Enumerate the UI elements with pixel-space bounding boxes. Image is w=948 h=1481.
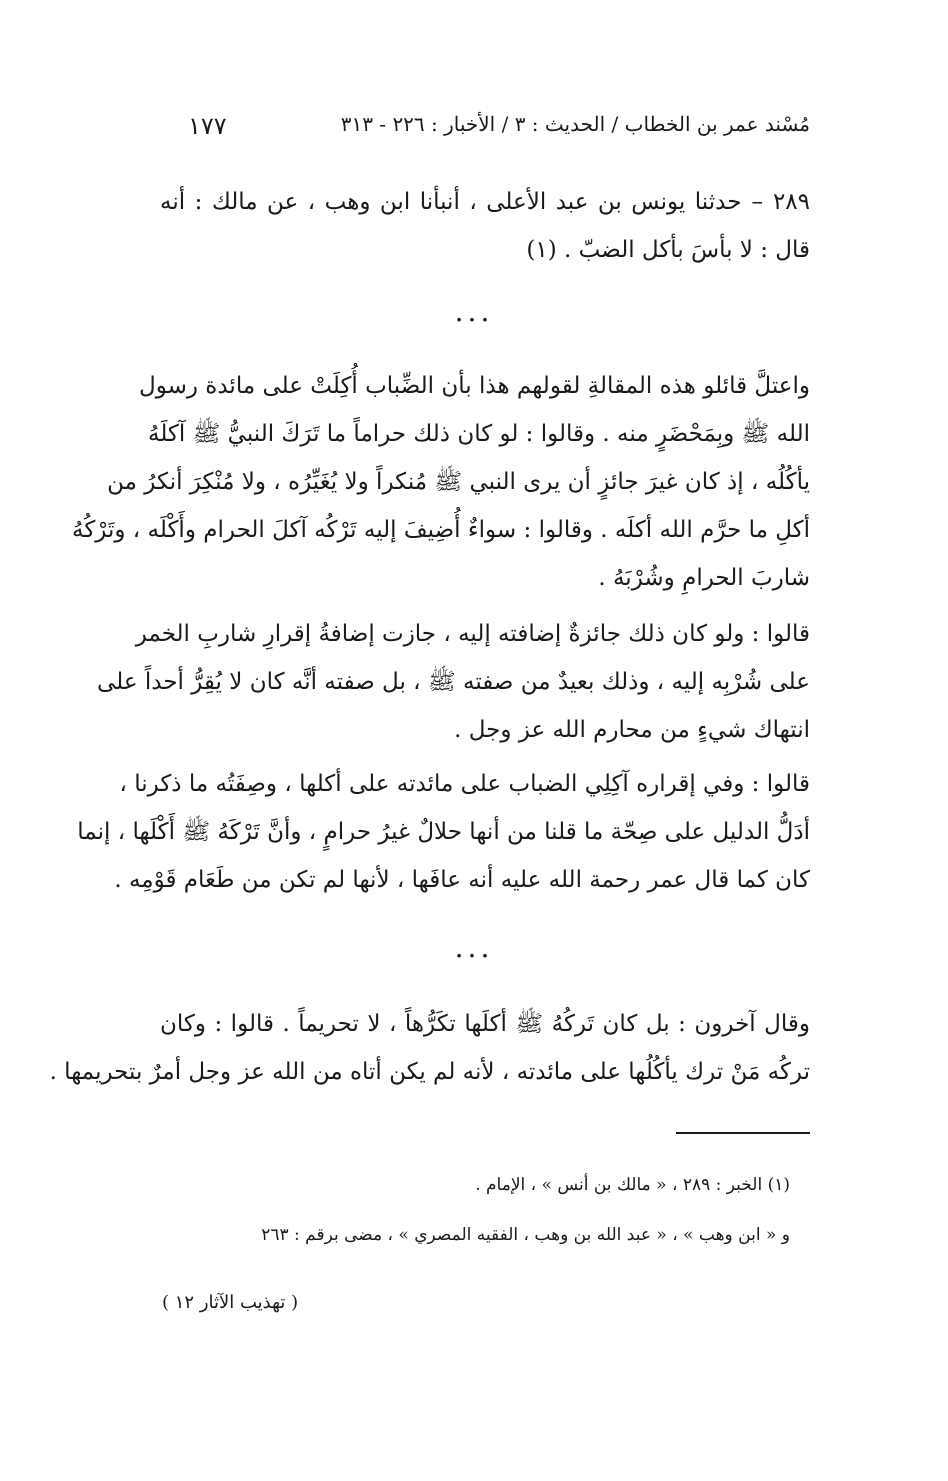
paragraph — [77, 760, 810, 904]
footnote-line: (١) الخبر : ٢٨٩ ، « مالك بن أنس » ، الإمام . — [475, 1175, 790, 1195]
paragraph-line: أدَلُّ الدليل على صِحّة ما قلنا من أنها حلالٌ غيرُ حرامٍ ، وأنَّ تَرْكَهُ ﷺ أَكْلَها ، إنما — [77, 819, 810, 845]
hadith-text-line-2: قال : لا بأسَ بأكل الضبّ . (١) — [526, 237, 810, 263]
page-header — [160, 112, 810, 148]
paragraph — [72, 362, 810, 602]
paragraph-line: شاربَ الحرامِ وشُرْبَهُ . — [598, 565, 810, 591]
running-title: مُسْند عمر بن الخطاب / الحديث : ٣ / الأخبار : ٢٢٦ - ٣١٣ — [340, 112, 810, 136]
paragraph — [97, 610, 810, 754]
section-separator: ... — [454, 931, 494, 964]
paragraph-line: يأكُلُه ، إذ كان غيرَ جائزٍ أن يرى النبي ﷺ مُنكراً ولا يُغَيِّرُه ، ولا مُنْكِرَ أنكرُ من — [107, 469, 810, 495]
hadith-block — [160, 178, 810, 274]
footnotes — [160, 1160, 790, 1260]
paragraph-line: وقال آخرون : بل كان تَركُهُ ﷺ أكلَها تكَرُّهاً ، لا تحريماً . قالوا : وكان — [160, 1011, 810, 1037]
paragraph — [49, 1000, 810, 1096]
hadith-line — [160, 178, 810, 226]
section-separator: ... — [454, 295, 494, 328]
paragraph-line: أكلِ ما حرَّم الله أكلَه . وقالوا : سواءٌ أُضِيفَ إليه تَرْكُه آكلَ الحرام وأَكْلَه ، وتَرْكُهُ — [72, 517, 810, 543]
paragraph-line: الله ﷺ وبِمَحْضَرٍ منه . وقالوا : لو كان ذلك حراماً ما تَرَكَ النبيُّ ﷺ آكلَهُ — [147, 421, 810, 447]
paragraph-line: قالوا : وفي إقراره آكِلِي الضباب على مائدته على أكلها ، وصِفَتُه ما ذكرنا ، — [119, 771, 810, 797]
footnote-divider — [676, 1132, 810, 1134]
paragraph-line: كان كما قال عمر رحمة الله عليه أنه عافَها ، لأنها لم تكن من طَعَام قَوْمِه . — [114, 867, 810, 893]
hadith-text-line-1: حدثنا يونس بن عبد الأعلى ، أنبأنا ابن وهب ، عن مالك : أنه — [160, 189, 742, 215]
paragraph-line: على شُرْبِه إليه ، وذلك بعيدٌ من صفته ﷺ ، بل صفته أنَّه كان لا يُقِرُّ أحداً على — [97, 669, 810, 695]
hadith-dash: – — [751, 189, 763, 215]
page-number: ١٧٧ — [188, 112, 227, 140]
paragraph-line: تركُه مَنْ ترك يأكُلُها على مائدته ، لأنه لم يكن أتاه من الله عز وجل أمرٌ بتحريمها . — [49, 1059, 810, 1085]
hadith-number: ٢٨٩ — [772, 189, 810, 215]
footnote-line: و « ابن وهب » ، « عبد الله بن وهب ، الفقيه المصري » ، مضى برقم : ٢٦٣ — [261, 1225, 790, 1245]
paragraph-line: واعتلَّ قائلو هذه المقالةِ لقولهم هذا بأن الضِّباب أُكِلَتْ على مائدة رسول — [139, 373, 810, 399]
paragraph-line: انتهاك شيءٍ من محارم الله عز وجل . — [454, 717, 810, 743]
signature-mark: ( تهذيب الآثار ١٢ ) — [162, 1292, 299, 1313]
paragraph-line: قالوا : ولو كان ذلك جائزةٌ إضافته إليه ، جازت إضافةُ إقرارِ شاربِ الخمر — [135, 621, 810, 647]
